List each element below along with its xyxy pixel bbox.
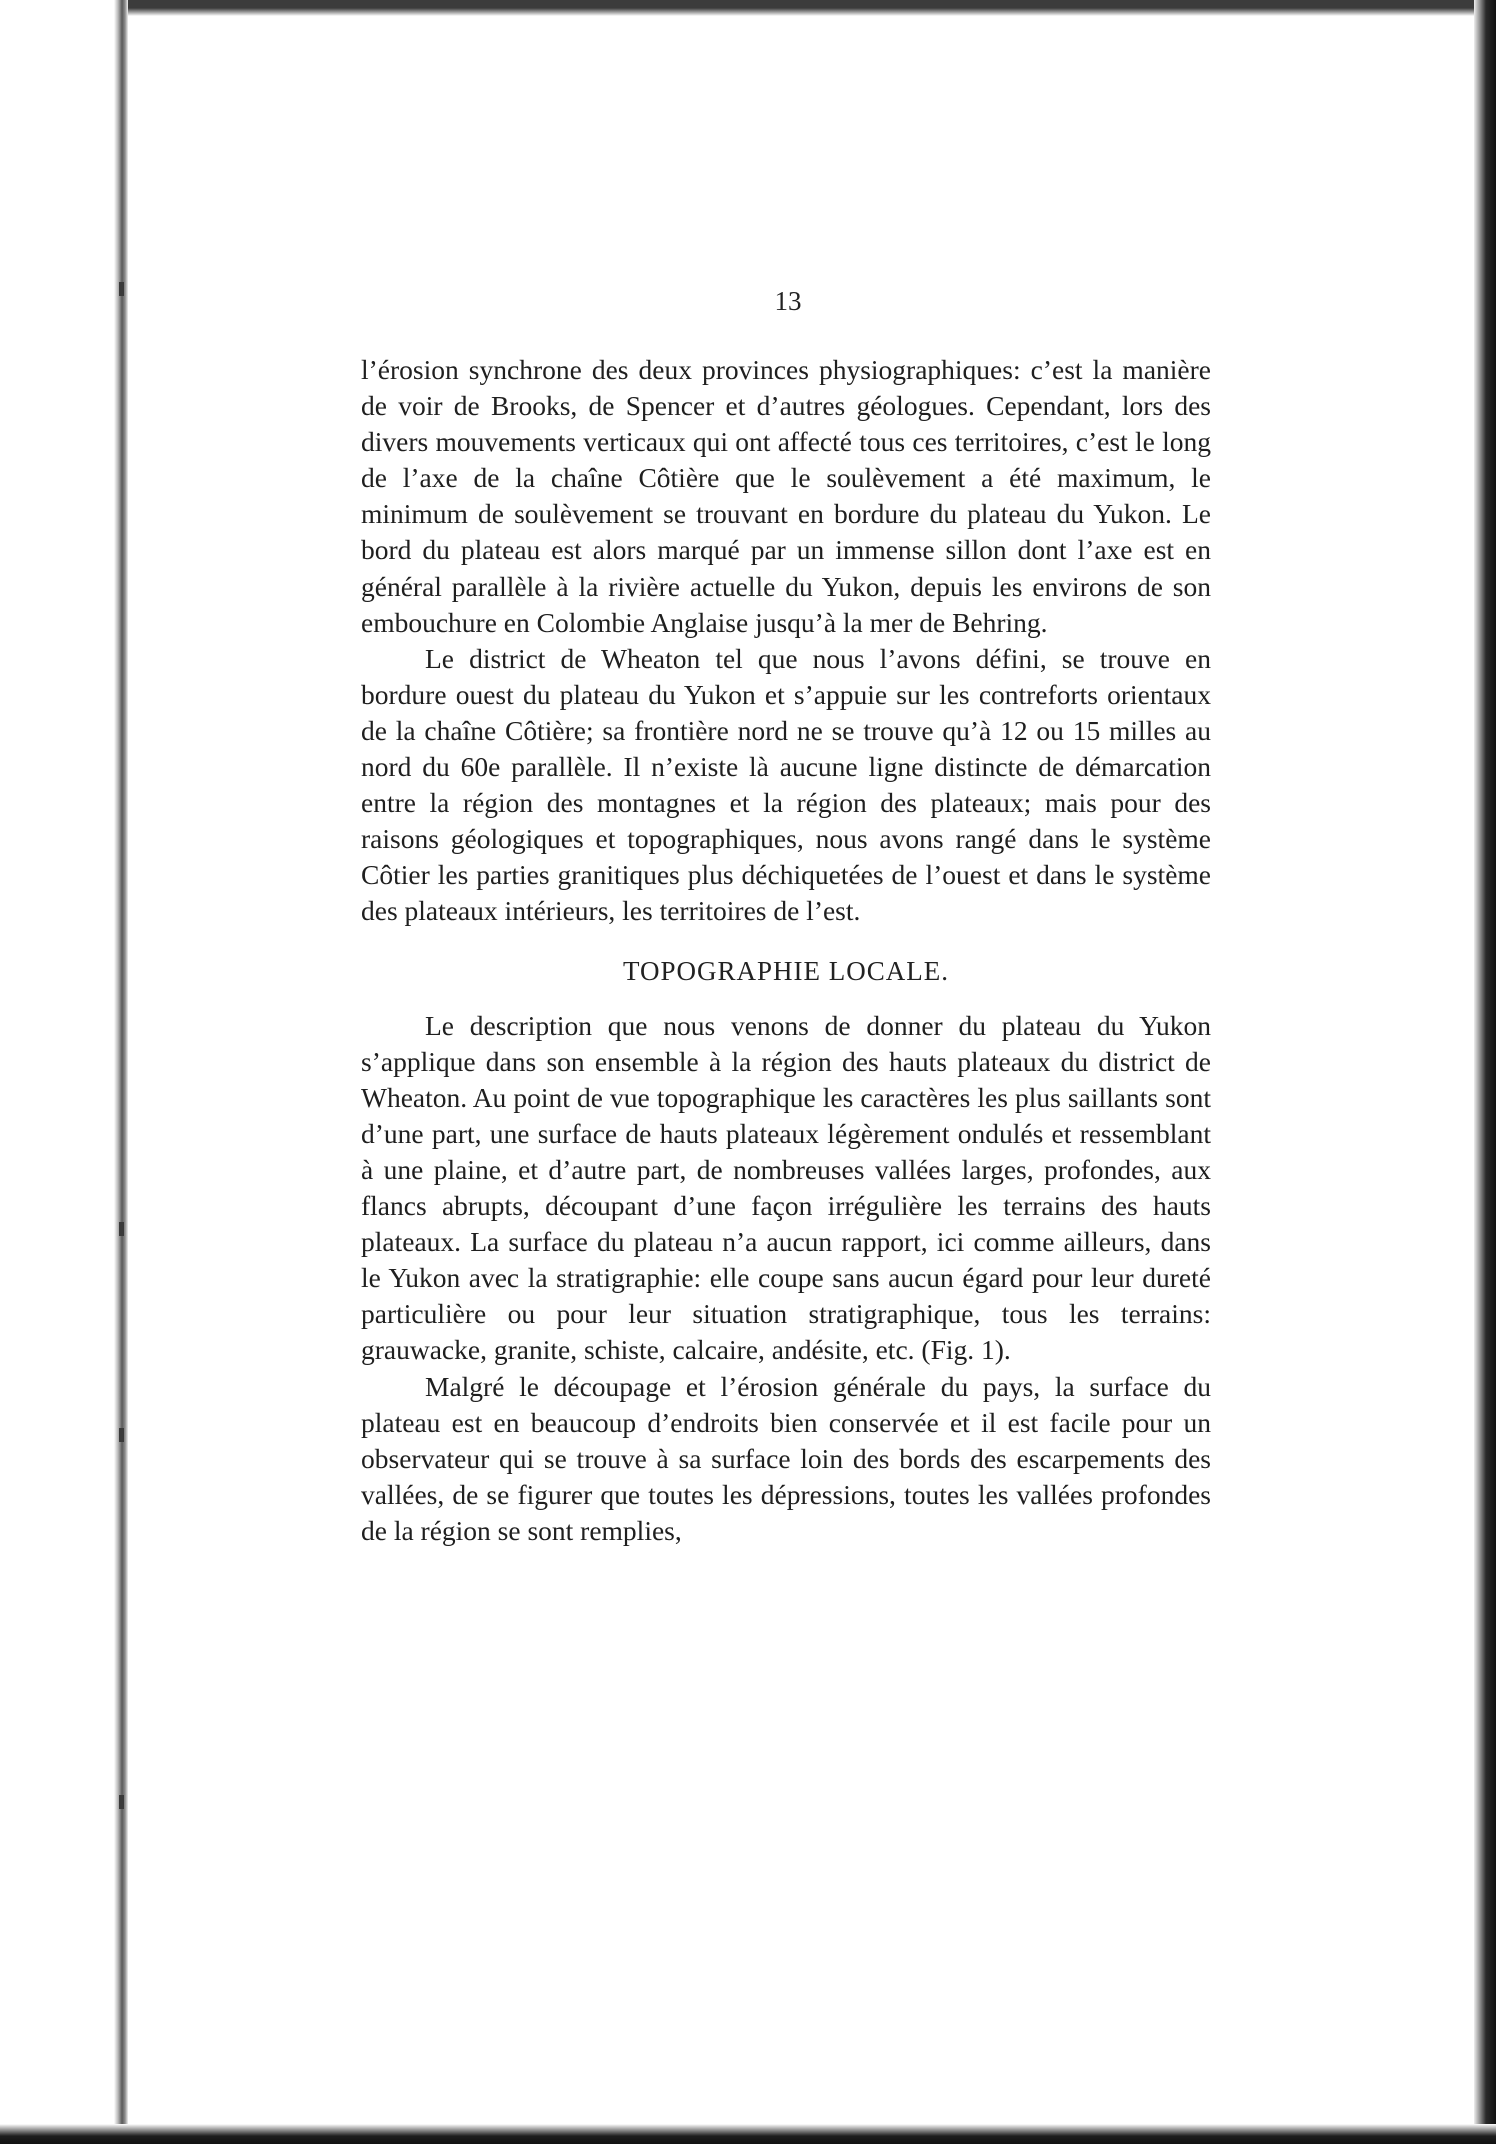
binding-edge — [114, 0, 128, 2144]
scan-bottom-edge — [0, 2124, 1496, 2144]
section-heading: TOPOGRAPHIE LOCALE. — [622, 955, 949, 986]
binding-mark — [119, 1795, 124, 1809]
binding-mark — [119, 1428, 124, 1442]
scan-top-edge — [122, 0, 1496, 16]
paragraph: Le district de Wheaton tel que nous l’avons défini, se trouve en bordure ouest du plateau du Yukon et s’appuie sur les contreforts orientaux de la chaîne Côtière; sa frontière nord ne se trouve qu’à 12 ou 15 milles au nord du 60e parallèle. Il n’existe là aucune ligne distincte de démarcation entre la région des montagnes et la région des plateaux; mais pour des raisons géologiques et topographiques, nous avons rangé dans le système Côtier les parties granitiques plus déchiquetées de l’ouest et dans le système des plateaux intérieurs, les territoires de l’est. — [361, 642, 1211, 927]
paragraph: Le description que nous venons de donner du plateau du Yukon s’applique dans son ensemble à la région des hauts plateaux du district de Wheaton. Au point de vue topographique les caractères les plus saillants sont d’une part, une surface de hauts plateaux légèrement ondulés et ressemblant à une plaine, et d’autre part, de nombreuses vallées larges, profondes, aux flancs abrupts, découpant d’une façon irrégulière les terrains des hauts plateaux. La surface du plateau n’a aucun rapport, ici comme ailleurs, dans le Yukon avec la stratigraphie: elle coupe sans aucun égard pour leur dureté particulière ou pour leur situation stratigraphique, tous les terrains: grauwacke, granite, schiste, calcaire, andésite, etc. (Fig. 1). — [361, 1009, 1211, 1366]
body-text — [361, 352, 1211, 1549]
paragraph: Malgré le découpage et l’érosion générale du pays, la surface du plateau est en beaucoup d’endroits bien conservée et il est facile pour un observateur qui se trouve à sa surface loin des bords des escarpements des vallées, de se figurer que toutes les dépressions, toutes les vallées profondes de la région se sont remplies, — [361, 1370, 1211, 1546]
paragraph: l’érosion synchrone des deux provinces physiographiques: c’est la manière de voir de Brooks, de Spencer et d’autres géologues. Cependant, lors des divers mouvements verticaux qui ont affecté tous ces territoires, c’est le long de l’axe de la chaîne Côtière que le soulèvement a été maximum, le minimum de soulèvement se trouvant en bordure du plateau du Yukon. Le bord du plateau est alors marqué par un immense sillon dont l’axe est en général parallèle à la rivière actuelle du Yukon, depuis les environs de son embouchure en Colombie Anglaise jusqu’à la mer de Behring. — [361, 354, 1211, 638]
binding-mark — [119, 1222, 124, 1236]
scan-right-edge — [1474, 0, 1496, 2144]
page-number: 13 — [774, 286, 802, 316]
